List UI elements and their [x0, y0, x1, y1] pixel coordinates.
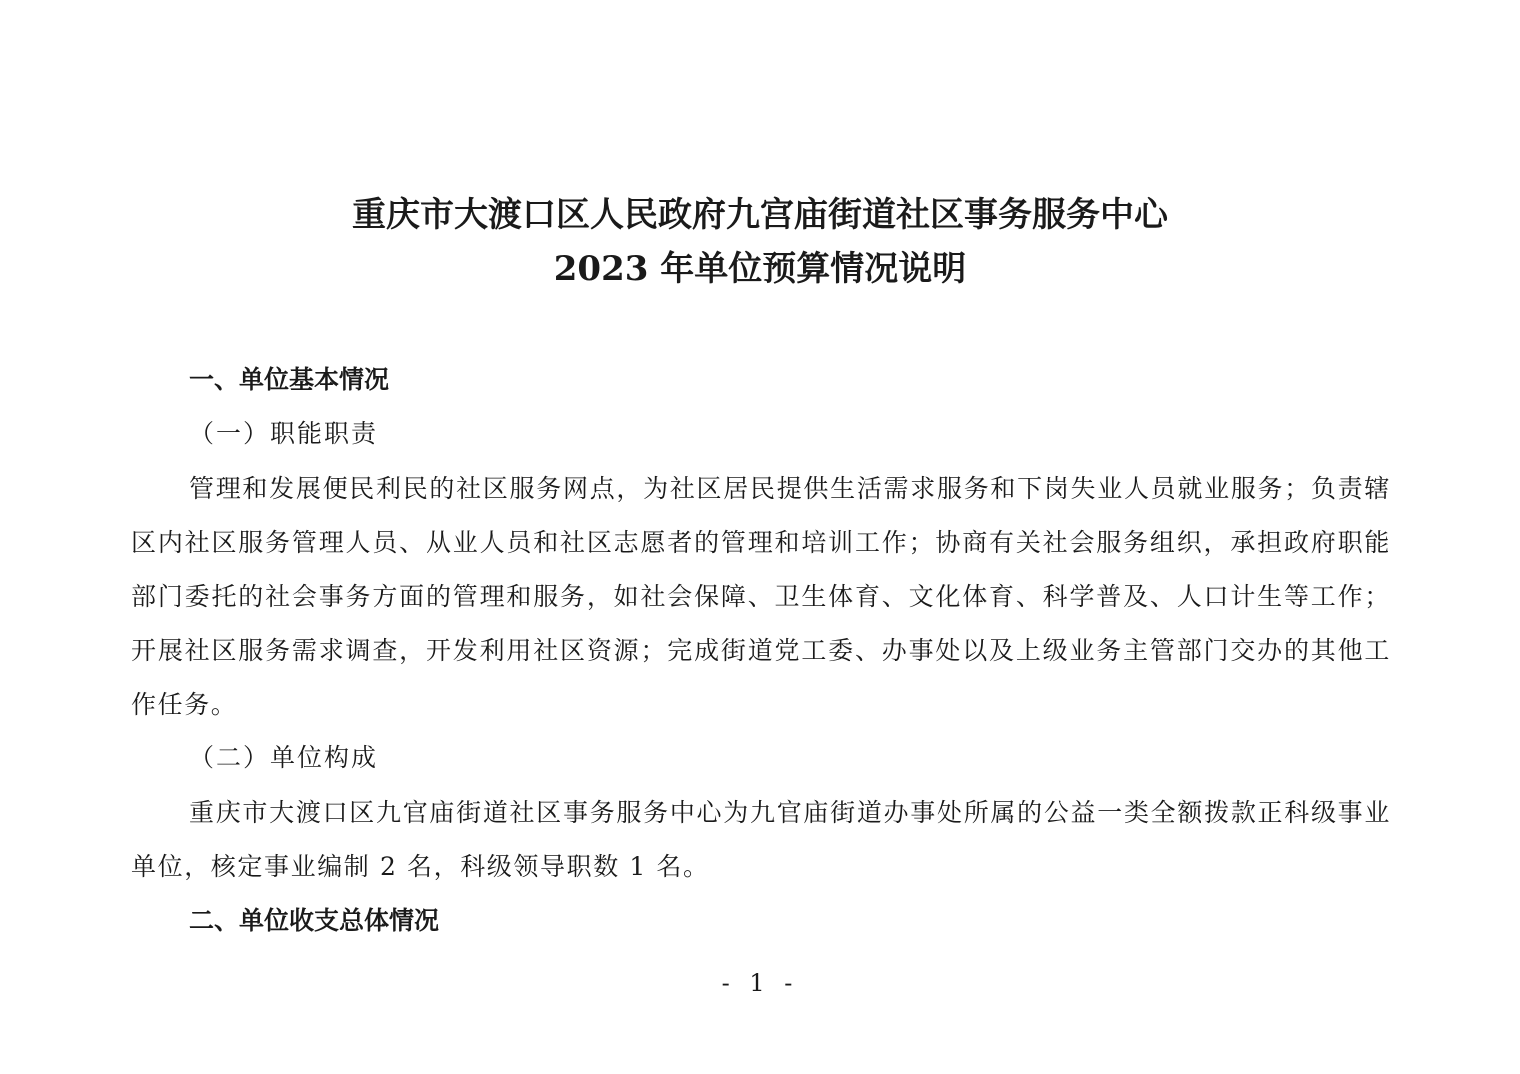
sub2-heading: （二）单位构成	[189, 743, 379, 772]
section2-heading: 二、单位收支总体情况	[189, 906, 440, 935]
sub1-paragraph: 管理和发展便民利民的社区服务网点，为社区居民提供生活需求服务和下岗失业人员就业服务；负责辖区内社区服务管理人员、从业人员和社区志愿者的管理和培训工作；协商有关社会服务组织，承担政府职能部门委托的社会事务方面的管理和服务，如社会保障、卫生体育、文化体育、科学普及、人口计生等工作；开展社区服务需求调查，开发利用社区资源；完成街道党工委、办事处以及上级业务主管部门交办的其他工作任务。	[131, 474, 1391, 719]
document-title-line2: 2023 年单位预算情况说明	[553, 249, 967, 289]
section1-heading: 一、单位基本情况	[189, 365, 390, 394]
sub2-paragraph: 重庆市大渡口区九官庙街道社区事务服务中心为九官庙街道办事处所属的公益一类全额拨款正科级事业单位，核定事业编制 2 名，科级领导职数 1 名。	[131, 798, 1391, 881]
page-number: - 1 -	[721, 969, 799, 997]
sub1-heading: （一）职能职责	[189, 419, 379, 448]
document-title-line1: 重庆市大渡口区人民政府九宫庙街道社区事务服务中心	[352, 195, 1168, 235]
